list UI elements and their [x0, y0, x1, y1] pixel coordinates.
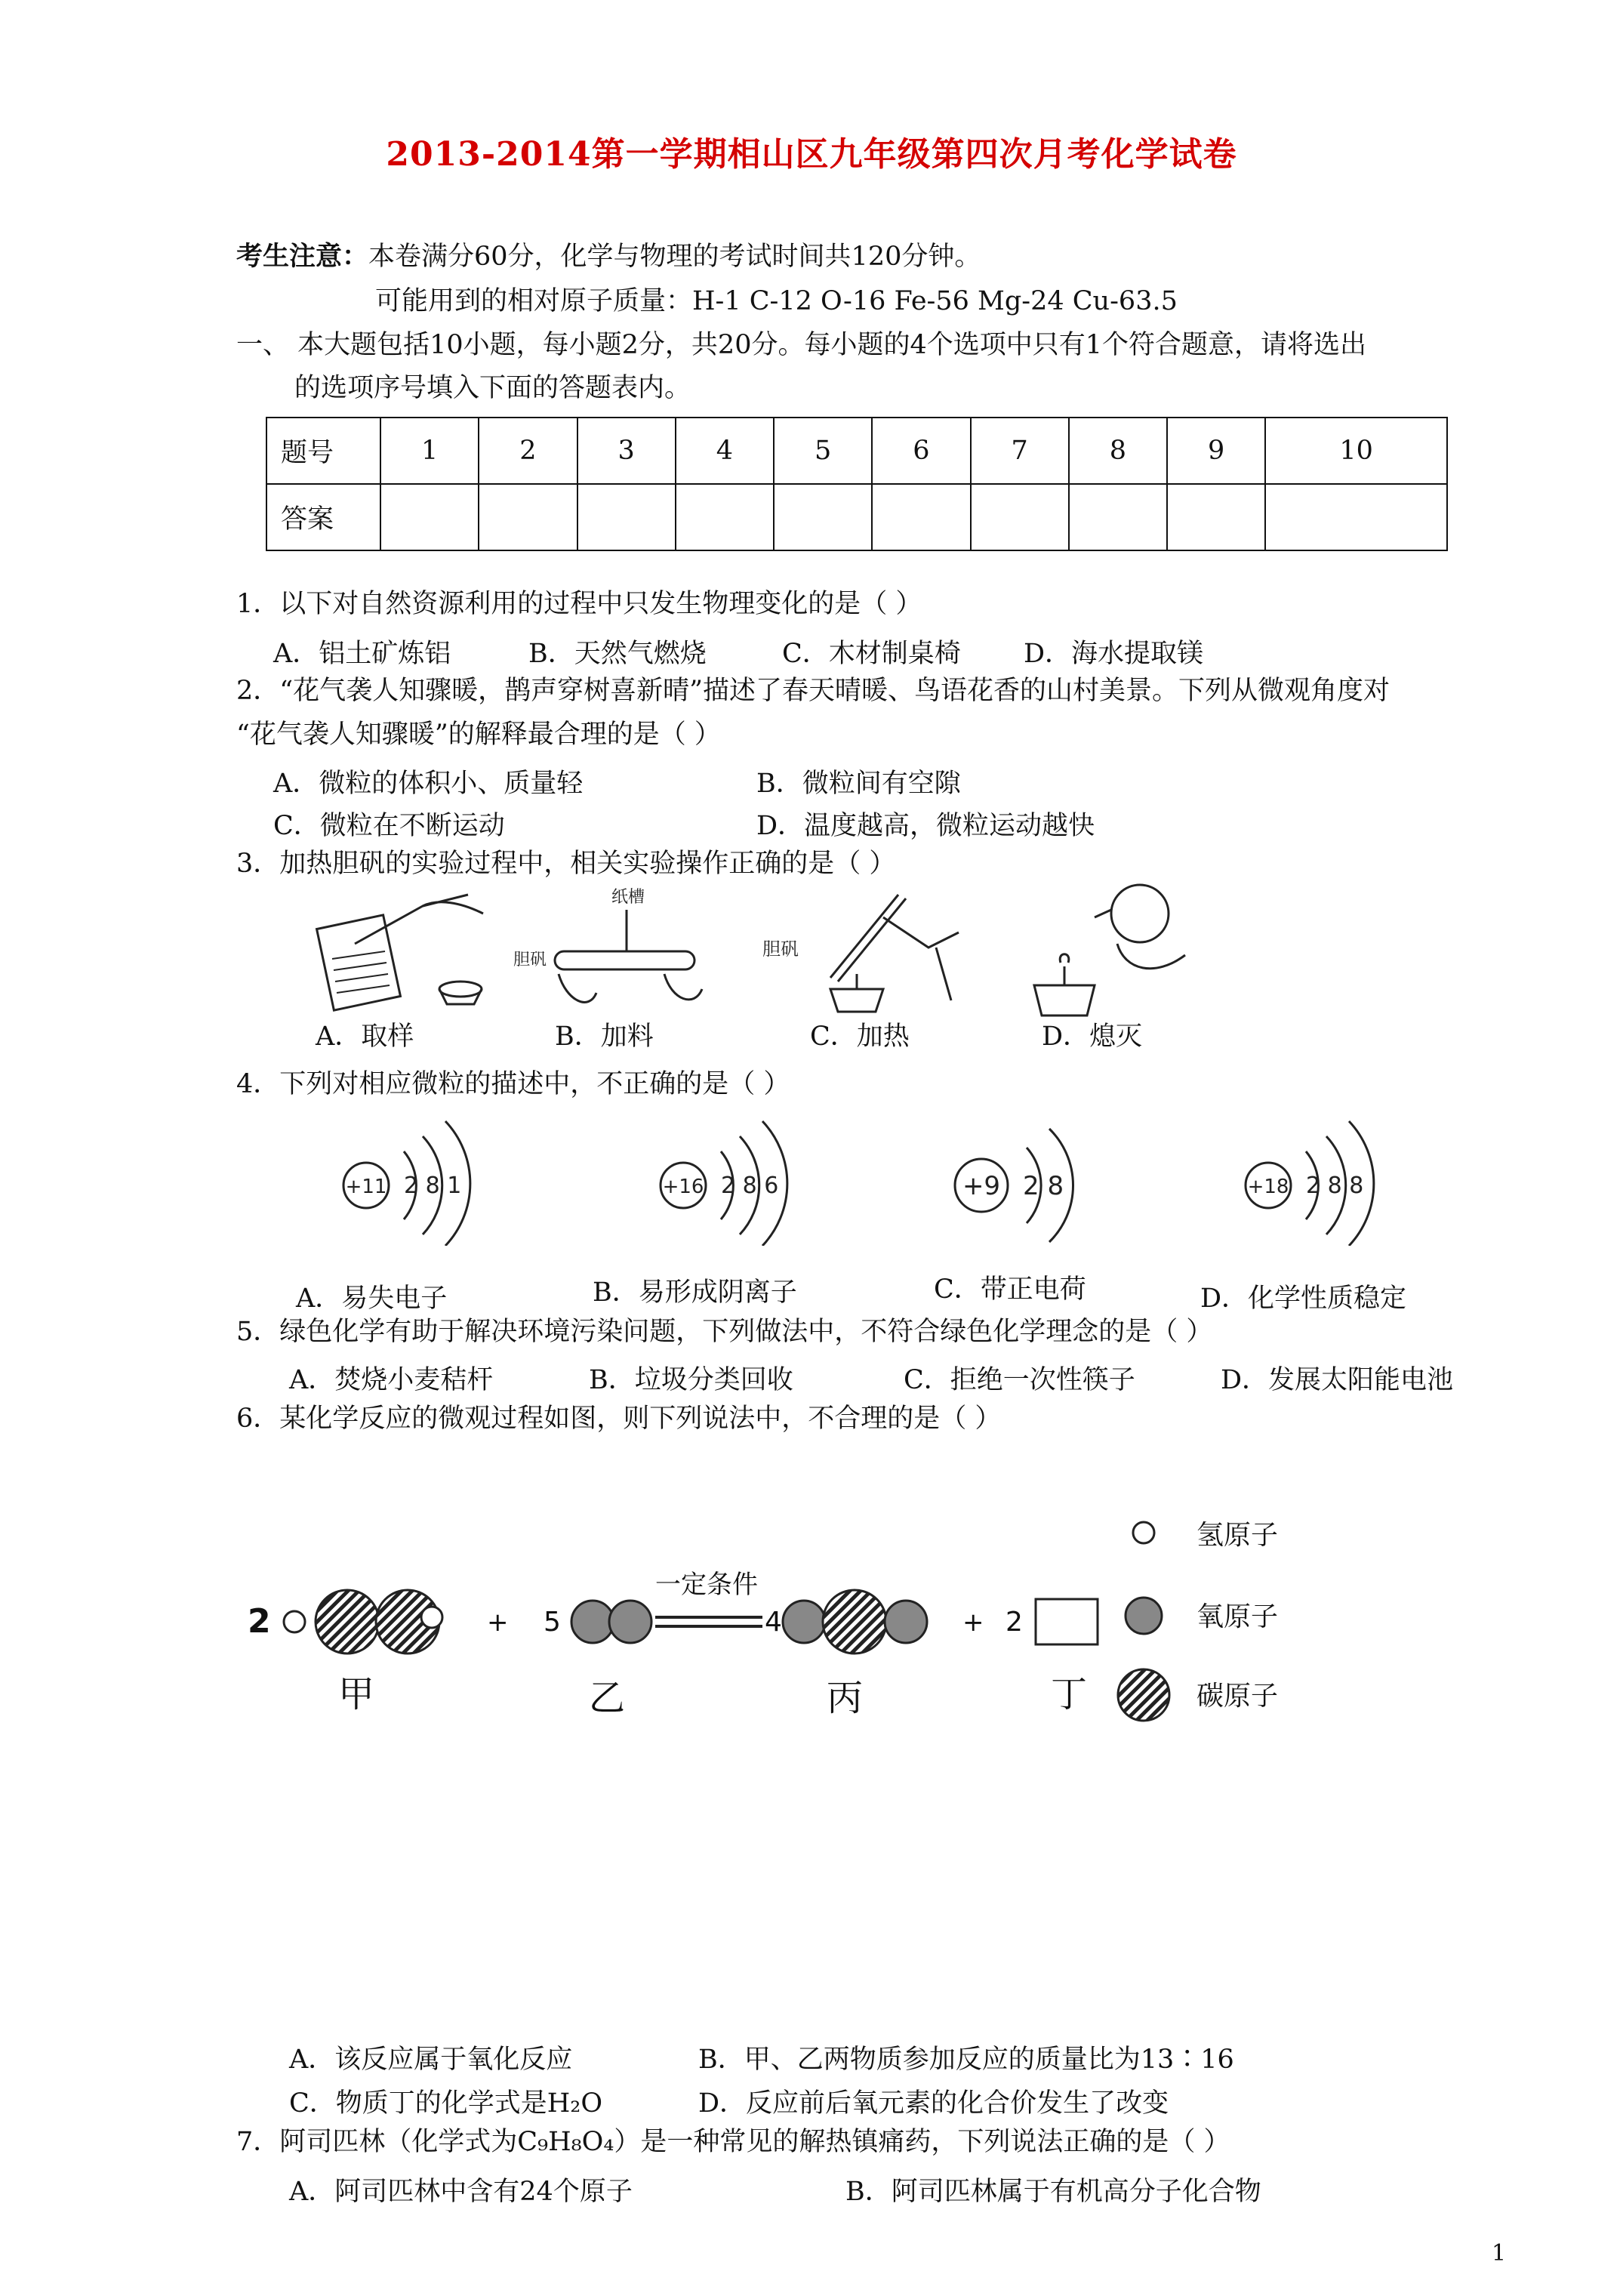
q7-option-a: A．阿司匹林中含有24个原子 [289, 2177, 633, 2207]
q6-ding-unknown-box [1036, 1599, 1098, 1644]
answer-table [266, 417, 1448, 551]
q1-stem: 1．以下对自然资源利用的过程中只发生物理变化的是（ ） [236, 589, 922, 619]
q1-option-b: B．天然气燃烧 [528, 639, 707, 669]
answer-table-number: 1 [380, 418, 479, 484]
q6-jia-h-atom [284, 1611, 305, 1632]
legend-hydrogen-label: 氢原子 [1196, 1520, 1279, 1551]
answer-table-number: 6 [872, 418, 970, 484]
q6-plus-2: + [962, 1607, 984, 1638]
q3-option-b: B．加料 [555, 1022, 654, 1052]
q4-option-d: D．化学性质稳定 [1200, 1284, 1407, 1314]
q6-jia-h-atom [421, 1607, 442, 1628]
notice-line-2: 可能用到的相对原子质量：H-1 C-12 O-16 Fe-56 Mg-24 Cu-63.5 [375, 286, 1178, 316]
q1-option-c: C．木材制桌椅 [782, 639, 961, 669]
q3-fig-b-top-label: 纸槽 [611, 888, 645, 907]
legend-hydrogen-atom [1133, 1522, 1154, 1543]
q3-figure-a [310, 891, 491, 1012]
q4-option-c: C．带正电荷 [934, 1274, 1086, 1305]
q4-option-b: B．易形成阴离子 [593, 1277, 797, 1308]
q6-option-b: B．甲、乙两物质参加反应的质量比为13∶16 [698, 2045, 1234, 2075]
answer-table-number: 10 [1265, 418, 1447, 484]
notice-label: 考生注意： [236, 241, 369, 272]
q6-name-jia: 甲 [338, 1673, 375, 1715]
answer-table-row-answers [266, 484, 1447, 550]
q6-name-yi: 乙 [589, 1677, 626, 1719]
q3-option-c: C．加热 [810, 1022, 910, 1052]
q4-stem: 4．下列对相应微粒的描述中，不正确的是（ ） [236, 1069, 790, 1099]
q6-yi-o-atom [571, 1601, 614, 1643]
q4-atom-a-nucleus: +11 [345, 1176, 387, 1198]
notice-line-1 [236, 240, 981, 273]
answer-table-number: 8 [1069, 418, 1167, 484]
q7-option-b: B．阿司匹林属于有机高分子化合物 [845, 2177, 1261, 2207]
q6-coef-yi: 5 [544, 1607, 561, 1638]
answer-table-label-answer: 答案 [266, 484, 380, 550]
answer-cell[interactable] [577, 484, 676, 550]
q6-bing-o-atom [885, 1601, 927, 1643]
q5-option-b: B．垃圾分类回收 [589, 1365, 793, 1395]
q5-stem: 5．绿色化学有助于解决环境污染问题，下列做法中，不符合绿色化学理念的是（ ） [236, 1317, 1213, 1347]
q5-option-a: A．焚烧小麦秸杆 [289, 1365, 494, 1395]
q6-plus-1: + [487, 1607, 509, 1638]
notice-text: 本卷满分60分，化学与物理的考试时间共120分钟。 [368, 242, 981, 272]
q6-stem: 6．某化学反应的微观过程如图，则下列说法中，不合理的是（ ） [236, 1404, 1002, 1434]
answer-cell[interactable] [971, 484, 1069, 550]
q6-jia-c-atom [316, 1590, 379, 1653]
q4-atom-c-nucleus: +9 [962, 1171, 1001, 1201]
q4-atom-c [944, 1110, 1110, 1246]
q6-option-c: C．物质丁的化学式是H₂O [289, 2088, 603, 2119]
q6-yi-o-atom [609, 1601, 651, 1643]
q2-option-b: B．微粒间有空隙 [756, 769, 961, 799]
q2-option-a: A．微粒的体积小、质量轻 [273, 769, 584, 799]
answer-table-number: 4 [676, 418, 774, 484]
answer-cell[interactable] [676, 484, 774, 550]
q4-atom-a-shells: 2 8 1 [404, 1173, 462, 1199]
answer-table-label-number: 题号 [266, 418, 380, 484]
answer-table-number: 9 [1167, 418, 1265, 484]
section1-line-1: 一、 本大题包括10小题，每小题2分，共20分。每小题的4个选项中只有1个符合题意，请将选出 [236, 330, 1367, 360]
q4-atom-a [332, 1110, 498, 1246]
q2-stem-line-1: 2．“花气袭人知骤暖，鹊声穿树喜新晴”描述了春天晴暖、鸟语花香的山村美景。下列从微观角度对 [236, 676, 1390, 706]
q4-atom-b [649, 1110, 815, 1246]
q7-stem: 7．阿司匹林（化学式为C₉H₈O₄）是一种常见的解热镇痛药，下列说法正确的是（ ） [236, 2127, 1230, 2157]
q4-option-a: A．易失电子 [296, 1284, 448, 1314]
q3-option-d: D．熄灭 [1042, 1022, 1143, 1052]
q6-name-ding: 丁 [1051, 1673, 1088, 1715]
q3-figure-b [513, 880, 710, 1015]
answer-table-number: 5 [774, 418, 872, 484]
q4-atom-d-nucleus: +18 [1247, 1176, 1289, 1198]
answer-cell[interactable] [479, 484, 577, 550]
q6-condition: 一定条件 [655, 1570, 758, 1600]
q5-option-c: C．拒绝一次性筷子 [904, 1365, 1135, 1395]
q6-option-d: D．反应前后氧元素的化合价发生了改变 [698, 2088, 1169, 2119]
answer-cell[interactable] [872, 484, 970, 550]
q6-coef-jia: 2 [248, 1602, 271, 1641]
q6-bing-c-atom [823, 1590, 886, 1653]
q3-option-a: A．取样 [316, 1022, 414, 1052]
q3-fig-b-left-label: 胆矾 [513, 951, 547, 969]
answer-cell[interactable] [1265, 484, 1447, 550]
q3-stem: 3．加热胆矾的实验过程中，相关实验操作正确的是（ ） [236, 849, 896, 879]
q3-figure-d [1027, 880, 1200, 1019]
answer-cell[interactable] [380, 484, 479, 550]
answer-table-number: 7 [971, 418, 1069, 484]
q2-option-d: D．温度越高，微粒运动越快 [756, 811, 1095, 841]
q6-coef-bing: 4 [765, 1607, 782, 1638]
answer-cell[interactable] [1167, 484, 1265, 550]
page-number: 1 [1492, 2240, 1507, 2267]
q3-figure-c [762, 887, 974, 1015]
q6-reaction-diagram [242, 1502, 1313, 1729]
answer-cell[interactable] [1069, 484, 1167, 550]
q2-stem-line-2: “花气袭人知骤暖”的解释最合理的是（ ） [236, 720, 721, 750]
q6-coef-ding: 2 [1006, 1607, 1023, 1638]
q2-option-c: C．微粒在不断运动 [273, 811, 505, 841]
legend-oxygen-label: 氧原子 [1196, 1601, 1279, 1632]
q4-atom-b-nucleus: +16 [662, 1176, 704, 1198]
q5-option-d: D．发展太阳能电池 [1221, 1365, 1454, 1395]
answer-table-number: 2 [479, 418, 577, 484]
q3-fig-c-left-label: 胆矾 [762, 938, 799, 960]
q4-atom-b-shells: 2 8 6 [721, 1173, 779, 1199]
section1-line-2: 的选项序号填入下面的答题表内。 [294, 373, 691, 403]
answer-cell[interactable] [774, 484, 872, 550]
q1-option-d: D．海水提取镁 [1024, 639, 1204, 669]
q6-bing-o-atom [783, 1601, 825, 1643]
q4-atom-c-shells: 2 8 [1023, 1171, 1064, 1201]
q4-atom-d [1234, 1110, 1408, 1246]
legend-carbon-label: 碳原子 [1196, 1681, 1279, 1712]
legend-carbon-atom [1118, 1669, 1169, 1721]
q6-name-bing: 丙 [827, 1677, 864, 1719]
answer-table-number: 3 [577, 418, 676, 484]
q4-atom-d-shells: 2 8 8 [1306, 1173, 1364, 1199]
q6-option-a: A．该反应属于氧化反应 [289, 2045, 573, 2075]
q1-option-a: A．铝土矿炼铝 [273, 639, 451, 669]
legend-oxygen-atom [1126, 1598, 1162, 1634]
answer-table-row-numbers [266, 418, 1447, 484]
exam-title: 2013-2014第一学期相山区九年级第四次月考化学试卷 [386, 135, 1237, 174]
